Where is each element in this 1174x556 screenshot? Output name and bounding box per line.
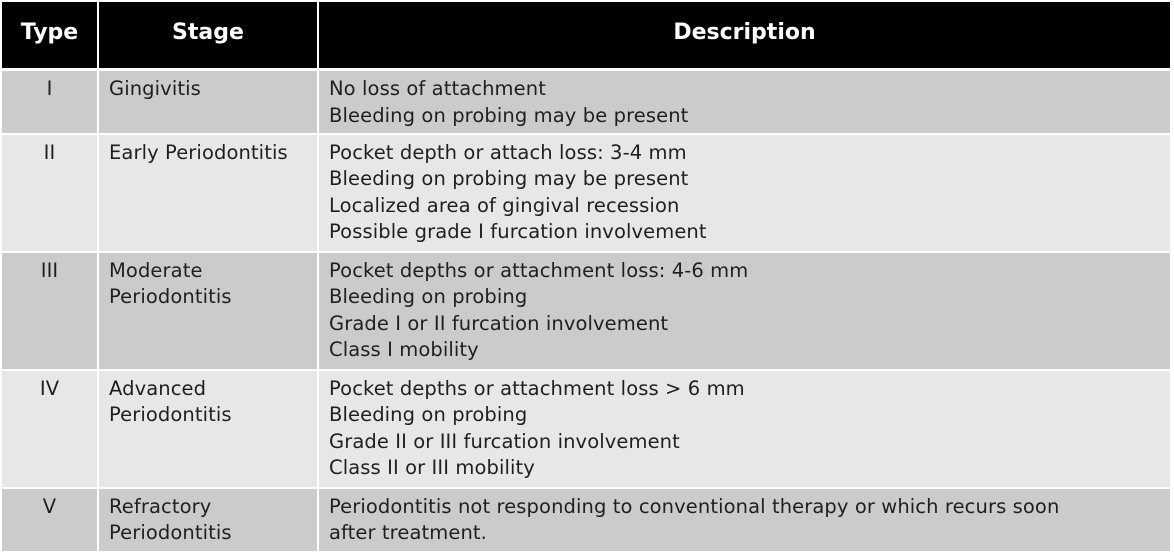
description-line: Bleeding on probing may be present xyxy=(329,167,689,190)
description-cell xyxy=(318,370,1170,488)
description-line: Localized area of gingival recession xyxy=(329,193,680,217)
table-row xyxy=(2,488,1170,552)
type-cell: V xyxy=(2,488,98,552)
description-line: Class I mobility xyxy=(329,338,479,361)
description-line: Pocket depth or attach loss: 3-4 mm xyxy=(329,140,687,164)
table-row xyxy=(2,70,1170,134)
header-description: Description xyxy=(318,2,1170,70)
description-line: Bleeding on probing xyxy=(329,285,528,308)
header-type: Type xyxy=(2,2,98,70)
description-cell xyxy=(318,252,1170,370)
table-row xyxy=(2,134,1170,252)
stage-line: Periodontitis xyxy=(109,403,232,426)
type-cell: I xyxy=(2,70,98,134)
header-row xyxy=(2,2,1170,70)
stage-cell xyxy=(98,370,318,488)
description-line: Periodontitis not responding to conventional therapy or which recurs soon xyxy=(329,494,1060,518)
header-stage: Stage xyxy=(98,2,318,70)
description-line: Pocket depths or attachment loss: 4-6 mm xyxy=(329,258,749,282)
type-cell: II xyxy=(2,134,98,252)
stage-cell xyxy=(98,488,318,552)
stage-line: Refractory xyxy=(109,494,212,518)
description-line: No loss of attachment xyxy=(329,77,546,100)
type-cell: IV xyxy=(2,370,98,488)
description-line: Pocket depths or attachment loss > 6 mm xyxy=(329,376,745,400)
stage-line: Periodontitis xyxy=(109,521,232,544)
stage-cell xyxy=(98,70,318,134)
stage-line: Advanced xyxy=(109,376,207,400)
description-cell xyxy=(318,134,1170,252)
stage-cell xyxy=(98,134,318,252)
periodontitis-stage-table xyxy=(2,2,1170,553)
stage-line: Periodontitis xyxy=(109,285,232,308)
description-line: Bleeding on probing may be present xyxy=(329,103,689,127)
stage-cell xyxy=(98,252,318,370)
stage-line: Gingivitis xyxy=(109,77,201,100)
description-line: Grade II or III furcation involvement xyxy=(329,429,680,453)
description-line: Possible grade I furcation involvement xyxy=(329,220,707,243)
description-cell xyxy=(318,70,1170,134)
description-line: Grade I or II furcation involvement xyxy=(329,311,669,335)
periodontitis-stage-table-container xyxy=(2,2,1170,553)
description-line: after treatment. xyxy=(329,521,487,544)
description-line: Bleeding on probing xyxy=(329,403,528,426)
description-line: Class II or III mobility xyxy=(329,456,535,479)
stage-line: Moderate xyxy=(109,258,203,282)
table-row xyxy=(2,370,1170,488)
stage-line: Early Periodontitis xyxy=(109,140,288,164)
table-row xyxy=(2,252,1170,370)
type-cell: III xyxy=(2,252,98,370)
description-cell xyxy=(318,488,1170,552)
